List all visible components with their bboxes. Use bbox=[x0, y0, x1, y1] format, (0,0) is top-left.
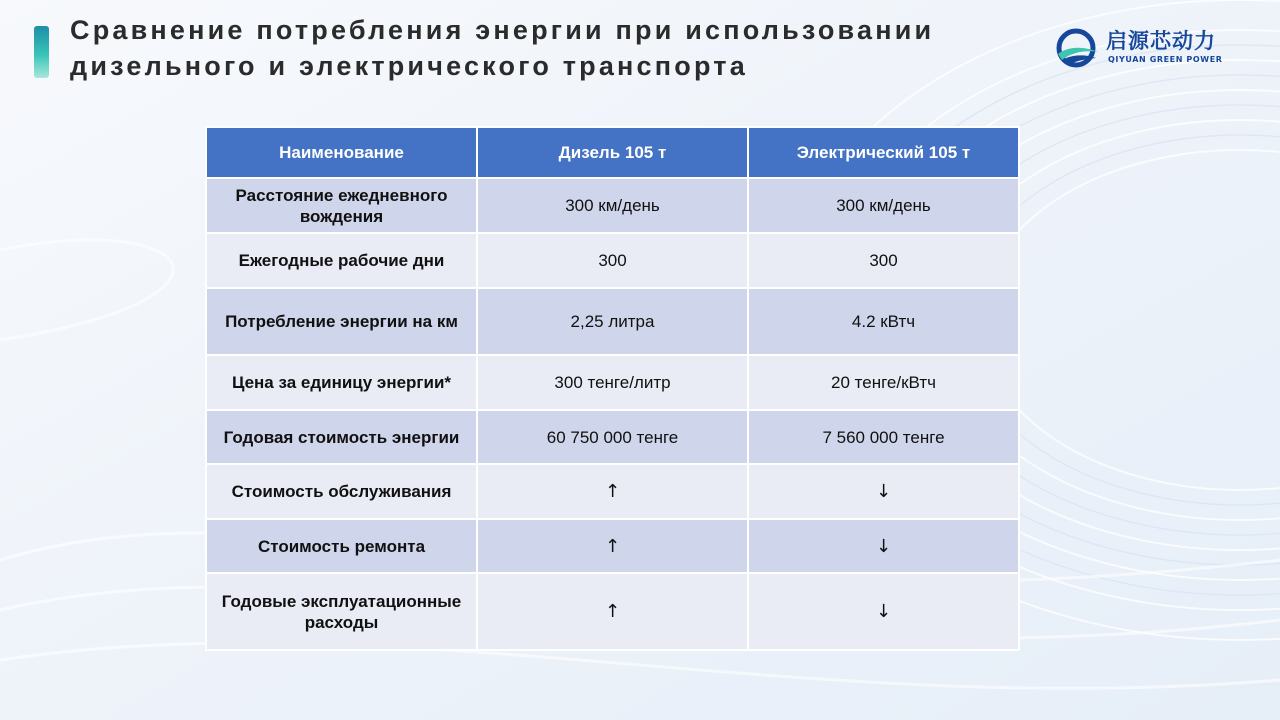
comparison-table bbox=[205, 126, 1020, 651]
row-label: Годовые эксплуатационные расходы bbox=[206, 573, 477, 650]
diesel-arrow-up-icon: ↑ bbox=[477, 519, 748, 573]
electric-value: 7 560 000 тенге bbox=[748, 410, 1019, 464]
row-label: Ежегодные рабочие дни bbox=[206, 233, 477, 288]
electric-value: 300 bbox=[748, 233, 1019, 288]
header-electric: Электрический 105 т bbox=[748, 127, 1019, 178]
row-label: Стоимость ремонта bbox=[206, 519, 477, 573]
row-label: Потребление энергии на км bbox=[206, 288, 477, 355]
table-row bbox=[206, 355, 1019, 410]
header-diesel: Дизель 105 т bbox=[477, 127, 748, 178]
page-title: Сравнение потребления энергии при использовании дизельного и электрического транспорта bbox=[70, 15, 935, 81]
diesel-arrow-up-icon: ↑ bbox=[477, 464, 748, 519]
table-row bbox=[206, 233, 1019, 288]
diesel-value: 2,25 литра bbox=[477, 288, 748, 355]
diesel-value: 300 км/день bbox=[477, 178, 748, 233]
diesel-value: 300 тенге/литр bbox=[477, 355, 748, 410]
table-row bbox=[206, 573, 1019, 650]
diesel-value: 300 bbox=[477, 233, 748, 288]
electric-arrow-down-icon: ↓ bbox=[748, 464, 1019, 519]
row-label: Расстояние ежедневного вождения bbox=[206, 178, 477, 233]
table-row bbox=[206, 288, 1019, 355]
diesel-value: 60 750 000 тенге bbox=[477, 410, 748, 464]
table-row bbox=[206, 519, 1019, 573]
row-label: Годовая стоимость энергии bbox=[206, 410, 477, 464]
row-label: Цена за единицу энергии* bbox=[206, 355, 477, 410]
logo-chinese-name: 启源芯动力 bbox=[1106, 29, 1216, 53]
header-name: Наименование bbox=[206, 127, 477, 178]
table-row bbox=[206, 410, 1019, 464]
company-logo bbox=[1056, 26, 1246, 70]
diesel-arrow-up-icon: ↑ bbox=[477, 573, 748, 650]
table-header-row bbox=[206, 127, 1019, 178]
electric-arrow-down-icon: ↓ bbox=[748, 519, 1019, 573]
logo-mark-icon bbox=[1056, 28, 1100, 68]
table-row bbox=[206, 464, 1019, 519]
electric-value: 20 тенге/кВтч bbox=[748, 355, 1019, 410]
logo-english-name: QIYUAN GREEN POWER bbox=[1108, 55, 1223, 64]
title-accent-bar bbox=[34, 26, 49, 78]
electric-value: 300 км/день bbox=[748, 178, 1019, 233]
table-row bbox=[206, 178, 1019, 233]
row-label: Стоимость обслуживания bbox=[206, 464, 477, 519]
electric-value: 4.2 кВтч bbox=[748, 288, 1019, 355]
electric-arrow-down-icon: ↓ bbox=[748, 573, 1019, 650]
